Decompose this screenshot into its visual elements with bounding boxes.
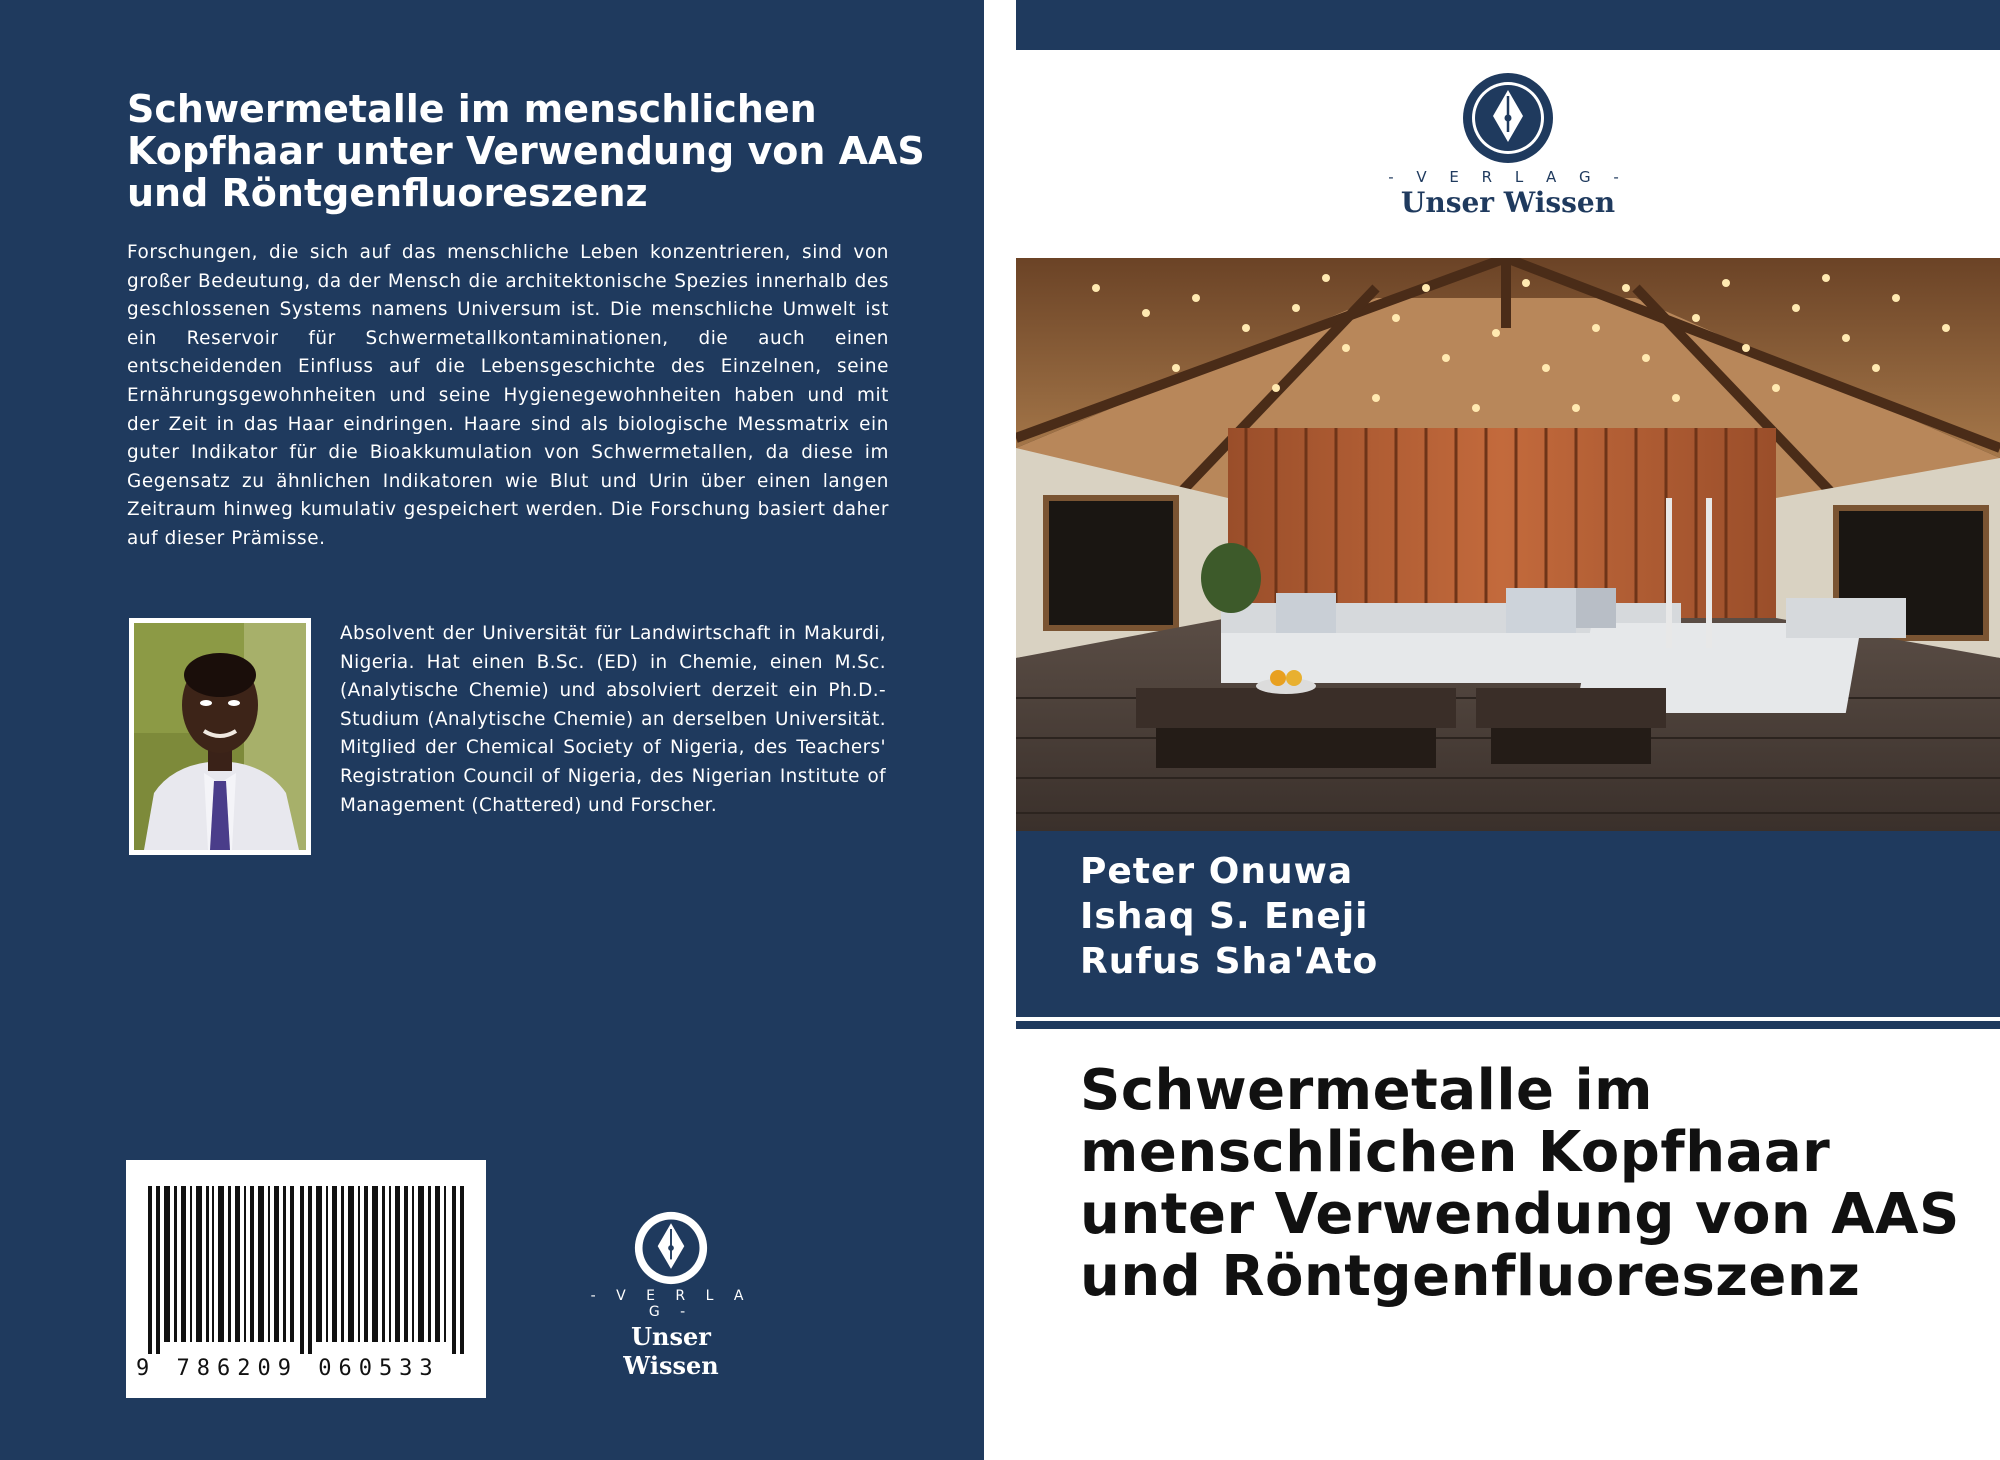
front-logo-brand: Unser Wissen: [1400, 186, 1616, 219]
author-bio: Absolvent der Universität für Landwirtschaft in Makurdi, Nigeria. Hat einen B.Sc. (ED) in Chemie, einen M.Sc. (Analytische Chemie) und absolviert derzeit ein Ph.D.-Studium (Analytische Chemie) an derselben Universität. Mitglied der Chemical Society of Nigeria, des Teachers' Registration Council of Nigeria, des Nigerian Institute of Management (Chattered) und Forscher.: [340, 623, 886, 816]
front-logo-verlag: - V E R L A G -: [1388, 168, 1628, 186]
isbn-barcode: [126, 1160, 486, 1398]
front-cover: [1016, 0, 2000, 1460]
author-name-3: Rufus Sha'Ato: [1080, 941, 1379, 982]
spine-gap: [984, 0, 1016, 1460]
isbn-digits: 9 786209 060533: [136, 1356, 440, 1381]
author-name-1: Peter Onuwa: [1080, 851, 1354, 892]
back-logo-brand: Unser Wissen: [623, 1322, 719, 1380]
front-publisher-logo: [1378, 72, 1638, 222]
back-cover-blurb: Forschungen, die sich auf das menschliche Leben konzentrieren, sind von großer Bedeutung, da der Mensch die architektonische Spezies innerhalb des geschlossenen Systems namens Universum ist. Die menschliche Umwelt ist ein Reservoir für Schwermetallkontaminationen, die auch einen entscheidenden Einfluss auf die Lebensgeschichte des Einzelnen, seine Ernährungsgewohnheiten und seine Hygienegewohnheiten haben und mit der Zeit in das Haar eindringen. Haare sind als biologische Messmatrix ein guter Indikator für die Bioakkumulation von Schwermetallen, da diese im Gegensatz zu ähnlichen Indikatoren wie Blut und Urin über einen langen Zeitraum hinweg kumulativ gespeichert werden. Die Forschung basiert daher auf dieser Prämisse.: [127, 242, 889, 549]
cover-photo-living-room: [1016, 258, 2000, 831]
back-cover: [0, 0, 984, 1460]
fountain-pen-nib-icon: [1462, 72, 1554, 164]
barcode-bars: [148, 1186, 468, 1354]
front-cover-title: Schwermetalle im menschlichen Kopfhaar unter Verwendung von AAS und Röntgenfluoreszenz: [1080, 1058, 1960, 1309]
back-publisher-logo: [586, 1210, 756, 1380]
back-logo-verlag: - V E R L A G -: [590, 1288, 752, 1320]
title-divider: [1016, 1021, 2000, 1029]
living-room-illustration: [1016, 258, 2000, 831]
fountain-pen-nib-icon: [633, 1210, 709, 1286]
author-portrait-image: [134, 623, 306, 850]
authors-band: [1016, 831, 2000, 1017]
author-name-2: Ishaq S. Eneji: [1080, 896, 1369, 937]
author-photo: [129, 618, 311, 855]
back-cover-title: Schwermetalle im menschlichen Kopfhaar unter Verwendung von AAS und Röntgenfluoreszenz: [127, 87, 925, 215]
top-band: [1016, 0, 2000, 50]
